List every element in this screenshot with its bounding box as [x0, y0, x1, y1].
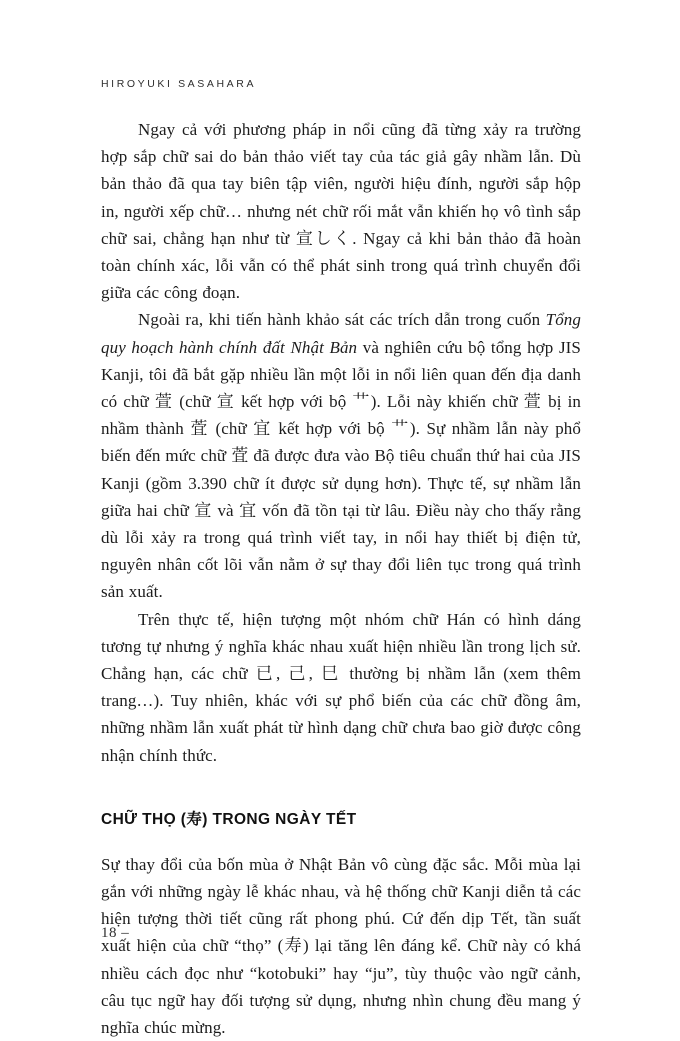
paragraph-jis-kanji-survey — [101, 306, 581, 605]
running-header-author: HIROYUKI SASAHARA — [101, 78, 257, 90]
paragraph-letterpress-errors: Ngay cả với phương pháp in nổi cũng đã từng xảy ra trường hợp sắp chữ sai do bản thảo viết tay của tác giả gây nhầm lẫn. Dù bản thảo đã qua tay biên tập viên, người hiệu đính, người sắp hộp in, người xếp chữ… nhưng nét chữ rối mắt vẫn khiến họ vô tình sắp chữ sai, chẳng hạn như từ 宣しく. Ngay cả khi bản thảo đã hoàn toàn chính xác, lỗi vẫn có thể phát sinh trong quá trình chuyển đổi giữa các công đoạn. — [101, 120, 581, 303]
book-title-italic: Tổng quy hoạch hành chính đất Nhật Bản — [101, 310, 581, 357]
paragraph-text-before-title: Ngoài ra, khi tiến hành khảo sát các trích dẫn trong cuốn — [138, 310, 546, 330]
page-body-text — [101, 116, 581, 1041]
paragraph-tet-kotobuki: Sự thay đổi của bốn mùa ở Nhật Bản vô cùng đặc sắc. Mỗi mùa lại gắn với những ngày lễ khác nhau, và hệ thống chữ Kanji diễn tả các hiện tượng thời tiết cũng rất phong phú. Cứ đến dịp Tết, tần suất xuất hiện của chữ “thọ” (寿) lại tăng lên đáng kể. Chữ này có khá nhiều cách đọc như “kotobuki” hay “ju”, tùy thuộc vào ngữ cảnh, câu tục ngữ hay đối tượng sử dụng, nhưng nhìn chung đều mang ý nghĩa chúc mừng. — [101, 854, 581, 1038]
paragraph-text-after-title: và nghiên cứu bộ tổng hợp JIS Kanji, tôi đã bắt gặp nhiều lần một lỗi in nổi liên quan đến địa danh có chữ 萱 (chữ 宣 kết hợp với bộ 艹). Lỗi này khiến chữ 萱 bị in nhầm thành 萓 (chữ 宜 kết hợp với bộ 艹). Sự nhầm lẫn này phổ biến đến mức chữ 萓 đã được đưa vào Bộ tiêu chuẩn thứ hai của JIS Kanji (gồm 3.390 chữ ít được sử dụng hơn). Thực tế, sự nhầm lẫn giữa hai chữ 宣 và 宜 vốn đã tồn tại từ lâu. Điều này cho thấy rằng dù lỗi xảy ra trong quá trình viết tay, in nổi hay thiết bị điện tử, nguyên nhân cốt lõi vẫn nằm ở sự thay đổi liên tục trong quá trình sản xuất. — [101, 337, 581, 602]
page-number: 18 – — [101, 925, 130, 941]
paragraph-similar-kanji-shapes: Trên thực tế, hiện tượng một nhóm chữ Hán có hình dáng tương tự nhưng ý nghĩa khác nhau xuất hiện nhiều lần trong lịch sử. Chẳng hạn, các chữ 已, 己, 巳 thường bị nhầm lẫn (xem thêm trang…). Tuy nhiên, khác với sự phổ biến của các chữ đồng âm, những nhầm lẫn xuất phát từ hình dạng chữ chưa bao giờ được công nhận chính thức. — [101, 609, 581, 765]
section-heading-chu-tho: CHỮ THỌ (寿) TRONG NGÀY TẾT — [101, 810, 357, 828]
